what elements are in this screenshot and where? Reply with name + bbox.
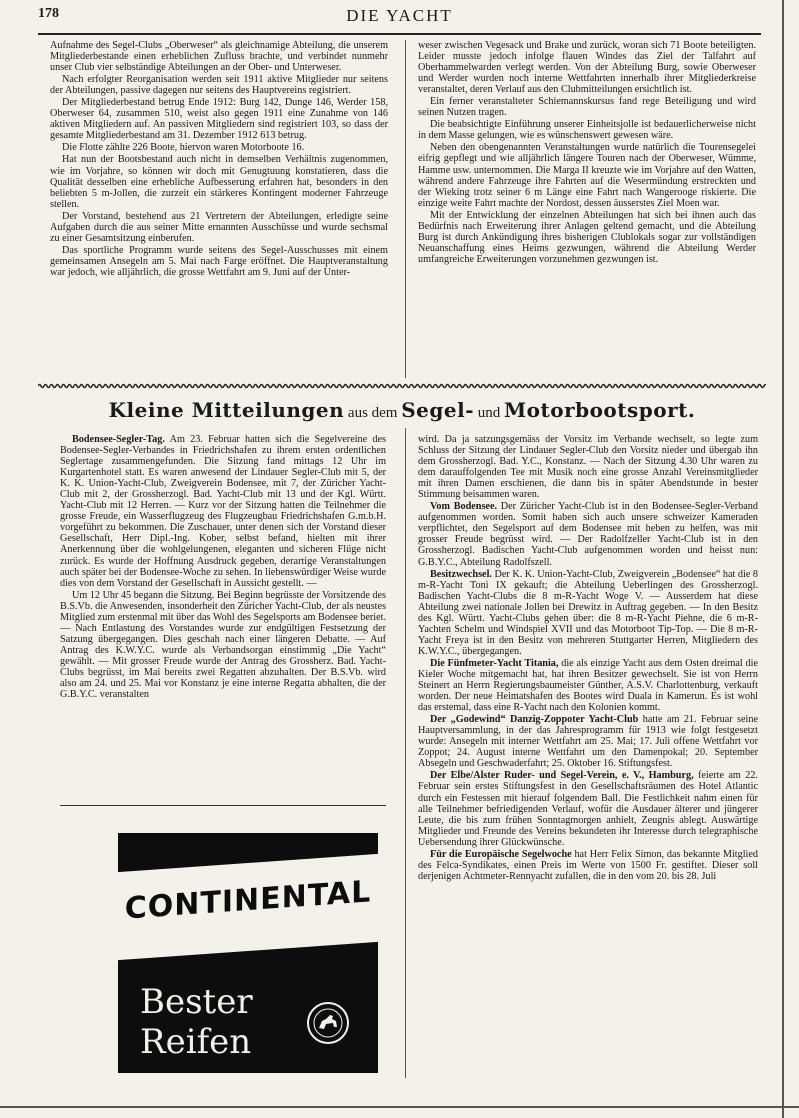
article-heading: Bodensee-Segler-Tag. (72, 434, 165, 445)
scan-edge-line (0, 1106, 799, 1108)
article-body: feierte am 22. Februar sein erstes Stiftungsfest in den Gesellschaftsräumen des Hotel Atlantic durch ein Festessen mit hierauf folgendem Ball. Die Festlichkeit nahm einen für alle Teilnehmer befriedigenden Verlauf, wofür die Ausdauer älterer und jüngerer Leute, die bis zum frühen Sonntagmorgen anhielt, Zeugnis ablegt. Auswärtige Mitglieder und Freunde des Vereins bekundeten ihr Interesse durch telegraphische Uebersendung ihrer Glückwünsche. (418, 770, 758, 848)
paragraph: Mit der Entwicklung der einzelnen Abteilungen hat sich bei ihnen auch das Bedürfnis nach Erweiterung ihrer Anlagen geltend gemacht, und die Abteilung Burg ist durch Ankündigung ihres bisherigen Clublokals sogar zur vollständigen Neuanschaffung eines Heims gezwungen, während die Abteilung Werder umfangreiche Erweiterungen vorzunehmen gezwungen ist. (418, 209, 756, 265)
column-divider (405, 428, 406, 1078)
paragraph: Neben den obengenannten Veranstaltungen wurde natürlich die Tourensegelei eifrig gepflegt und wie alljährlich längere Touren nach der Oberweser, Wümme, Hamme usw. unternommen. Die Marga II kreuzte wie im Vorjahre auf den Watten, während andere Fahrzeuge ihre Fahrten auf die Wesermündung erstreckten und der Wieking trotz seiner 6 m Länge eine Fahrt nach Wangerooge riskierte. Die einzige weite Fahrt machte der Nordost, dessen äusserstes Ziel Moen war. (418, 142, 756, 209)
banner-title-main: Kleine Mitteilungen (108, 398, 345, 422)
ad-slogan-line-1: Bester (140, 982, 253, 1022)
continental-advertisement (118, 833, 378, 1073)
paragraph: weser zwischen Vegesack und Brake und zurück, woran sich 71 Boote beteiligten. Leider musste jedoch infolge flauen Windes das Ziel der Talfahrt auf Oberhammelwarden verlegt werden. Von der Abteilung Burg, sowie Oberweser und Werder wurden noch interne Wettfahrten innerhalb ihrer Mitgliederkreise veranstaltet, deren Verlauf aus den Clubmitteilungen ersichtlich ist. (418, 40, 756, 96)
paragraph: Aufnahme des Segel-Clubs „Oberweser“ als gleichnamige Abteilung, die unserem Mitgliederbestande einen erheblichen Zufluss brachte, und verbindet nunmehr unser Club vier selbständige Abteilungen an der Ober- und Unterweser. (50, 40, 388, 74)
bottom-right-column (418, 434, 758, 883)
article-heading: Vom Bodensee. (430, 501, 498, 513)
top-left-column (50, 40, 388, 279)
article-bodensee-segler-tag (60, 434, 386, 589)
article-titania (418, 658, 758, 713)
paragraph: Hat nun der Bootsbestand auch nicht in demselben Verhältnis zugenommen, wie im Vorjahre, so können wir doch mit Genugtuung konstatieren, dass die Qualität desselben eine erhebliche Aufbesserung erfahren hat, besonders in den beliebten 5 m-Jollen, die zurzeit ein stärkeres Kontingent moderner Fahrzeuge stellen. (50, 154, 388, 210)
article-heading: Der „Godewind“ Danzig-Zoppoter Yacht-Club (430, 714, 639, 726)
banner-title-motor: Motorbootsport. (504, 398, 696, 422)
header-rule (38, 33, 761, 35)
scan-edge-line (782, 0, 784, 1118)
article-body: Am 23. Februar hatten sich die Segelvereine des Bodensee-Segler-Verbandes in Friedrichshafen zu ihrem ersten ordentlichen Seglertage zusammengefunden. Die Sitzung fand mittags 12 Uhr im Kurgartenhotel statt. Es waren anwesend der Lindauer Segler-Club mit 5, der K. K. Union-Yacht-Club, Zweigverein Bodensee, mit 7, der Züricher Yacht-Club mit 2, der Grossherzogl. Bad. Yacht-Club mit 13 und der Kgl. Württ. Yacht-Club mit 12 Herren. — Kurz vor der Sitzung hatten die Teilnehmer die grosse Freude, ein Wasserflugzeug des Flugzeugbau Friedrichshafen G.m.b.H. vorgeführt zu bekommen. Die Zuschauer, unter denen sich der Vorstand dieser Gesellschaft, Herr Dipl.-Ing. Kober, selbst befand, hielten mit ihrer Anerkennung über die wohlgelungenen, eleganten und sicheren Flüge nicht zurück. Es wurde der Hoffnung Ausdruck gegeben, derartige Veranstaltungen auch später bei der Bodensee-Woche zu sehen. In liebenswürdiger Weise wurde dies von dem Vorstand der Gesellschaft in Aussicht gestellt. — (60, 434, 386, 589)
advertisement-rule (60, 805, 386, 806)
article-body: Der K. K. Union-Yacht-Club, Zweigverein „Bodensee“ hat die 8 m-R-Yacht Toni IX gekauft; die Abteilung Ueberlingen des Grossherzogl. Badischen Yacht-Clubs die 8 m-R-Yacht Woge V. — Ausserdem hat diese Abteilung zwei nationale Jollen bei Drewitz in Auftrag gegeben. — In den Besitz des Kgl. Württ. Yacht-Clubs gehen über: die 8 m-R-Yacht Piehne, die 6 m-R-Yachten Schelm und Windspiel XVII und das Motorboot Tip-Top. — Die 8 m-R-Yacht Freya ist in den Besitz von mehreren Stuttgarter Herren, Mitgliedern des K.W.Y.C., übergegangen. (418, 568, 759, 657)
paragraph: Um 12 Uhr 45 begann die Sitzung. Bei Beginn begrüsste der Vorsitzende des B.S.Vb. die Anwesenden, insonderheit den Züricher Yacht-Club, der als neustes Mitglied zum erstenmal mit über das Wohl des Segelsports am Bodensee beriet. — Nach Entlastung des Vorstandes wurde zur endgültigen Festsetzung der Satzung übergegangen. Dies geschah nach einer längeren Debatte. — Auf Antrag des K.W.Y.C. wurde als Verbandsorgan einstimmig „Die Yacht“ gewählt. — Mit grosser Freude wurde der Antrag des Grossherz. Bad. Yacht-Clubs begrüsst, im Mai bereits zwei Regatten abzuhalten. Der B.S.Vb. wird also am 24. und 25. Mai vor Konstanz je eine interne Regatta abhalten, die der G.B.Y.C. veranstalten (60, 589, 386, 701)
article-body: Der Züricher Yacht-Club ist in den Bodensee-Segler-Verband aufgenommen worden. Somit haben sich auch unsere schweizer Kameraden verpflichtet, den Segelsport auf dem Bodensee mit heben zu helfen, was mit grosser Freude begrüsst wird. — Der Radolfzeller Yacht-Club ist in den Grossherzogl. Badischen Yacht-Club aufgenommen worden und heisst nun: G.B.Y.C., Abteilung Radolfszell. (418, 501, 758, 568)
page-header (38, 6, 761, 34)
banner-connector: und (474, 405, 505, 421)
article-heading: Die Fünfmeter-Yacht Titania, (430, 657, 559, 669)
column-divider (405, 40, 406, 378)
article-heading: Besitzwechsel. (430, 568, 492, 580)
bottom-left-column (60, 434, 386, 701)
paragraph: Der Vorstand, bestehend aus 21 Vertretern der Abteilungen, erledigte seine Aufgaben durch die aus seiner Mitte ernannten Ausschüsse und wurde sechsmal zu einer Gesamtsitzung einberufen. (50, 210, 388, 244)
paragraph: Die beabsichtigte Einführung unserer Einheitsjolle ist bedauerlicherweise nicht in dem Masse gelungen, wie es wünschenswert gewesen wäre. (418, 119, 756, 142)
paragraph: Nach erfolgter Reorganisation werden seit 1911 aktive Mitglieder nur seitens der Abteilungen, passive dagegen nur seitens des Hauptvereins registriert. (50, 74, 388, 97)
horse-emblem-icon (306, 1001, 350, 1045)
banner-title-segel: Segel- (401, 398, 475, 422)
page-number: 178 (38, 6, 59, 21)
article-body: hatte am 21. Februar seine Hauptversammlung, in der das Jahresprogramm für 1913 wie folgt festgesetzt wurde: Ansegeln mit interner Wettfahrt am 25. Mai; 17. Juli offene Wettfahrt vor Zoppot; 24. August interne Wettfahrt um den Damenpokal; 20. September Absegeln und Geschwaderfahrt; 25. Oktober 16. Stiftungsfest. (418, 714, 758, 770)
section-banner (38, 398, 766, 422)
paragraph: Das sportliche Programm wurde seitens des Segel-Ausschusses mit einem gemeinsamen Ansegeln am 5. Mai nach Farge eröffnet. Die Hauptveranstaltung war jedoch, wie alljährlich, die grosse Wettfahrt am 9. Juni auf der Unter- (50, 244, 388, 278)
article-body: die als einzige Yacht aus dem Osten dreimal die Kieler Woche mitgemacht hat, hat ihren Besitzer gewechselt. Sie ist von Herrn Steinert an Herrn Regierungsbaumeister Günther, A.S.V. Charlottenburg, verkauft worden. Der neue Heimatshafen des Bootes wird Duala in Kamerun. Es ist wohl das erstemal, dass eine R-Yacht nach den Kolonien kommt. (418, 657, 758, 714)
journal-title: DIE YACHT (346, 6, 453, 25)
paragraph: Die Flotte zählte 226 Boote, hiervon waren Motorboote 16. (62, 142, 305, 154)
article-europaeische-segelwoche (418, 849, 758, 882)
ad-brand-name: CONTINENTAL (124, 874, 372, 927)
paragraph: Der Mitgliederbestand betrug Ende 1912: Burg 142, Dunge 146, Werder 158, Oberweser 64, zusammen 510, weist also gegen 1911 eine Zunahme von 146 aktiven Mitgliedern auf. An passiven Mitgliedern sind registriert 103, so dass der gesamte Mitgliederbestand am 31. Dezember 1912 613 betrug. (50, 97, 388, 142)
article-besitzwechsel (418, 569, 758, 657)
wavy-divider (38, 382, 766, 390)
paragraph: wird. Da ja satzungsgemäss der Vorsitz im Verbande wechselt, so legte zum Schluss der Sitzung der Lindauer Segler-Club den Vorsitz nieder und übergab ihn dem Grossherzogl. Bad. Y.C., Konstanz. — Nach der Sitzung 4.30 Uhr waren zu dem darauffolgenden Tee mit Musik noch eine grosse Anzahl Vereinsmitglieder mit ihren Damen erschienen, die dann bis in später Abendstunde in bester Stimmung beisammen waren. (418, 434, 758, 501)
article-vom-bodensee (418, 501, 758, 567)
article-body: hat Herr Felix Simon, das bekannte Mitglied des Felca-Syndikates, einen Preis im Werte von 1500 Fr. gestiftet. Dieser soll derjenigen Achtmeter-Rennyacht zufallen, die in den vom 20. bis 28. Juli (418, 848, 758, 882)
article-heading: Der Elbe/Alster Ruder- und Segel-Verein, e. V., Hamburg, (430, 770, 694, 782)
article-elbe-alster (418, 770, 758, 847)
top-right-column (418, 40, 756, 266)
paragraph: Ein ferner veranstalteter Schiemannskursus fand rege Beteiligung und wird seinen Nutzen tragen. (418, 96, 756, 119)
banner-connector: aus dem (344, 405, 402, 421)
article-godewind (418, 714, 758, 769)
ad-slogan-line-2: Reifen (140, 1022, 252, 1062)
article-heading: Für die Europäische Segelwoche (430, 848, 572, 860)
